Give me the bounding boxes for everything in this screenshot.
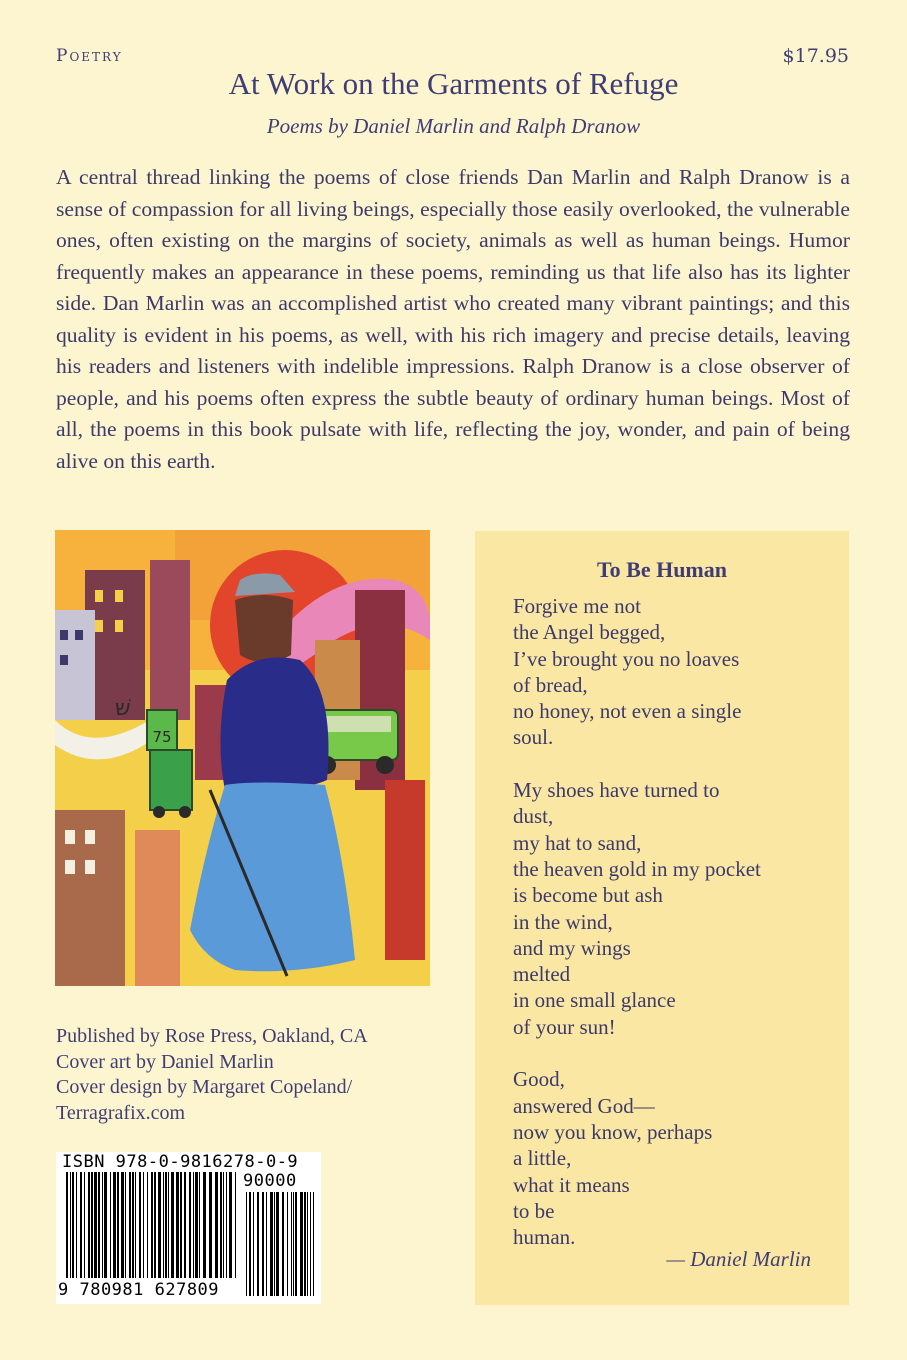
credit-cover-design: Cover design by Margaret Copeland/ xyxy=(56,1076,353,1098)
poem-line: in the wind, xyxy=(513,909,613,934)
sign-text: שׁ xyxy=(115,696,131,721)
poem-line: I’ve brought you no loaves xyxy=(513,646,740,671)
poem-line: soul. xyxy=(513,725,554,750)
barcode-area xyxy=(56,1152,321,1304)
poem-line: human. xyxy=(513,1225,576,1250)
poem-line: answered God— xyxy=(513,1093,655,1118)
poem-line: of your sun! xyxy=(513,1014,616,1039)
poem-line: Good, xyxy=(513,1067,565,1092)
isbn-label: ISBN 978-0-9816278-0-9 xyxy=(62,1152,299,1172)
poem-line: My shoes have turned to xyxy=(513,778,720,803)
credit-cover-art: Cover art by Daniel Marlin xyxy=(56,1050,274,1073)
cover-artwork xyxy=(55,530,430,986)
book-blurb: A central thread linking the poems of close friends Dan Marlin and Ralph Dranow is a sense of compassion for all living beings, especially those easily overlooked, the vulnerable ones, often existing on the margins of society, animals as well as human beings. Humor frequently makes an appearance in these poems, reminding us that life also has its lighter side. Dan Marlin was an accomplished artist who created many vibrant paintings; and this quality is evident in his poems, as well, with his rich imagery and precise details, leaving his readers and listeners with indelible impressions. Ralph Dranow is a close observer of people, and his poems often express the subtle beauty of ordinary human beings. Most of all, the poems in this book pulsate with life, reflecting the joy, wonder, and pain of being alive on this earth. xyxy=(56,165,850,473)
poem-line: Forgive me not xyxy=(513,594,641,618)
book-subtitle: Poems by Daniel Marlin and Ralph Dranow xyxy=(266,114,641,138)
poem-body xyxy=(513,593,761,1277)
poem-line: is become but ash xyxy=(513,883,663,908)
poem-author: — Daniel Marlin xyxy=(666,1247,811,1271)
poem-line: of bread, xyxy=(513,672,588,697)
poem-title: To Be Human xyxy=(596,557,727,582)
barcode-number: 9 780981 627809 xyxy=(58,1280,220,1300)
poem-line: my hat to sand, xyxy=(513,830,642,855)
poem-stanza-1 xyxy=(513,593,761,751)
credit-publisher: Published by Rose Press, Oakland, CA xyxy=(56,1025,368,1047)
category-label: Poetry xyxy=(56,46,123,66)
poem-line: in one small glance xyxy=(513,988,676,1013)
bus-number-text: 75 xyxy=(152,728,172,746)
poem-stanza-3 xyxy=(513,1066,761,1250)
poem-panel xyxy=(475,531,849,1305)
poem-line: no honey, not even a single xyxy=(513,699,742,724)
credit-design-site: Terragrafix.com xyxy=(56,1101,186,1124)
barcode-addon-number: 90000 xyxy=(243,1171,297,1191)
poem-line: to be xyxy=(513,1198,555,1223)
poem-line: the heaven gold in my pocket xyxy=(513,856,761,881)
poem-line: what it means xyxy=(513,1172,630,1197)
poem-line: melted xyxy=(513,962,571,987)
poem-line: the Angel begged, xyxy=(513,620,666,645)
publishing-credits xyxy=(56,1024,368,1126)
poem-stanza-2 xyxy=(513,777,761,1040)
painting-illustration xyxy=(55,530,430,986)
book-title: At Work on the Garments of Refuge xyxy=(228,66,679,101)
poem-line: now you know, perhaps xyxy=(513,1119,713,1144)
poem-line: a little, xyxy=(513,1146,572,1171)
price-label: $17.95 xyxy=(782,45,849,67)
poem-line: and my wings xyxy=(513,935,631,960)
poem-line: dust, xyxy=(513,804,554,829)
